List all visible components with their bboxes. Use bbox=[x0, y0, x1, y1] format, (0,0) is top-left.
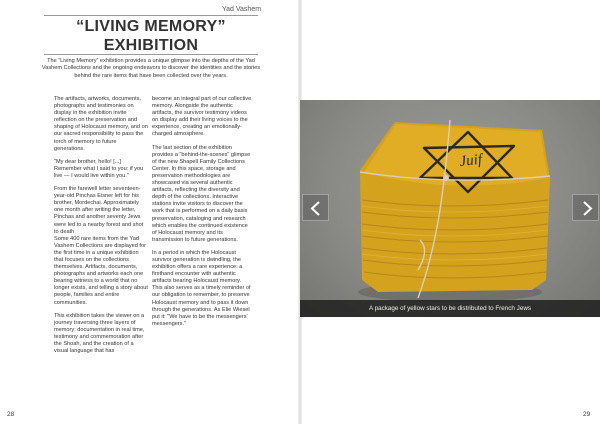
page-number-left: 28 bbox=[7, 411, 15, 418]
page-number-right: 29 bbox=[583, 411, 591, 418]
paragraph: become an integral part of our collective memory. Alongside the authentic artifacts, the survivor testimony videos on display add their living voices to the experience, creating an emotionally-charged atmosphere. bbox=[152, 96, 252, 138]
paragraph: From the farewell letter seventeen-year-old Pinchas Eisner left for his brother, Mordechai. Approximately one month after writing the letter, Pinchas and another seventy Jews were led to a nearby forest and shot to death Some 400 rare items from the Yad Vashem Collections are displayed for the first time in a unique exhibition that focuses on the collections themselves. Artifacts, documents, photographs and artworks each one bearing witness to a world that no longer exists, and telling a story about people, families and entire communities. bbox=[54, 186, 148, 306]
paragraph: The artifacts, artworks, documents, photographs and testimonies on display in the exhibition invite reflection on the preservation and shaping of Holocaust memory, and on our sacred responsibility to pass the torch of memory to future generations. bbox=[54, 96, 148, 152]
body-column-left bbox=[54, 96, 148, 361]
title-line-2: EXHIBITION bbox=[103, 37, 199, 54]
paragraph: In a period in which the Holocaust survivor generation is dwindling, the exhibition offers a rare experience: a firsthand encounter with authentic artifacts bearing Holocaust memory. This also serves as a timely reminder of our obligation to remember, to preserve Holocaust memory and to pass it down through the generations. As Elie Wiesel put it: "We have to be the messengers' messengers." bbox=[152, 249, 251, 327]
paragraph: This exhibition takes the viewer on a journey traversing three layers of memory: documentation in real time, testimony and commemoration after the Shoah, and the creation of a visual language that has bbox=[54, 312, 145, 355]
svg-text:Juif: Juif bbox=[458, 151, 483, 170]
header-brand: Yad Vashem bbox=[222, 6, 262, 13]
body-column-right bbox=[152, 96, 252, 334]
article-title bbox=[44, 17, 258, 55]
title-divider bbox=[44, 54, 258, 55]
paragraph: The last section of the exhibition provides a "behind-the-scenes" glimpse of the new Shapell Family Collections Center. In this space, storage and preservation methodologies are showcased via several authentic artifacts, reflecting the diversity and depth of the collections. Interactive stations invite visitors to discover the work that is performed on a daily basis preservation, cataloging and research which enables the continued existence of Holocaust memory and its transmission to future generations. bbox=[152, 144, 251, 243]
chevron-left-icon bbox=[303, 195, 330, 222]
chevron-right-icon bbox=[573, 195, 600, 222]
yellow-star-package-image bbox=[300, 100, 600, 317]
article-intro: The “Living Memory” exhibition provides a unique glimpse into the depths of the Yad Vashem Collections and the ongoing endeavors to discover the identities and the stories behind the rare items that have been collected over the years. bbox=[41, 58, 261, 79]
gallery-next-button[interactable] bbox=[572, 194, 599, 221]
photo-caption: A package of yellow stars to be distributed to French Jews bbox=[300, 300, 600, 317]
header-divider bbox=[44, 15, 258, 16]
gallery-prev-button[interactable] bbox=[302, 194, 329, 221]
gallery-photo[interactable] bbox=[300, 100, 600, 317]
title-line-1: “LIVING MEMORY” bbox=[76, 18, 226, 35]
quote-paragraph: "My dear brother, hello! [...] Remember what I said to you: if you live — I would live within you." bbox=[54, 158, 144, 179]
